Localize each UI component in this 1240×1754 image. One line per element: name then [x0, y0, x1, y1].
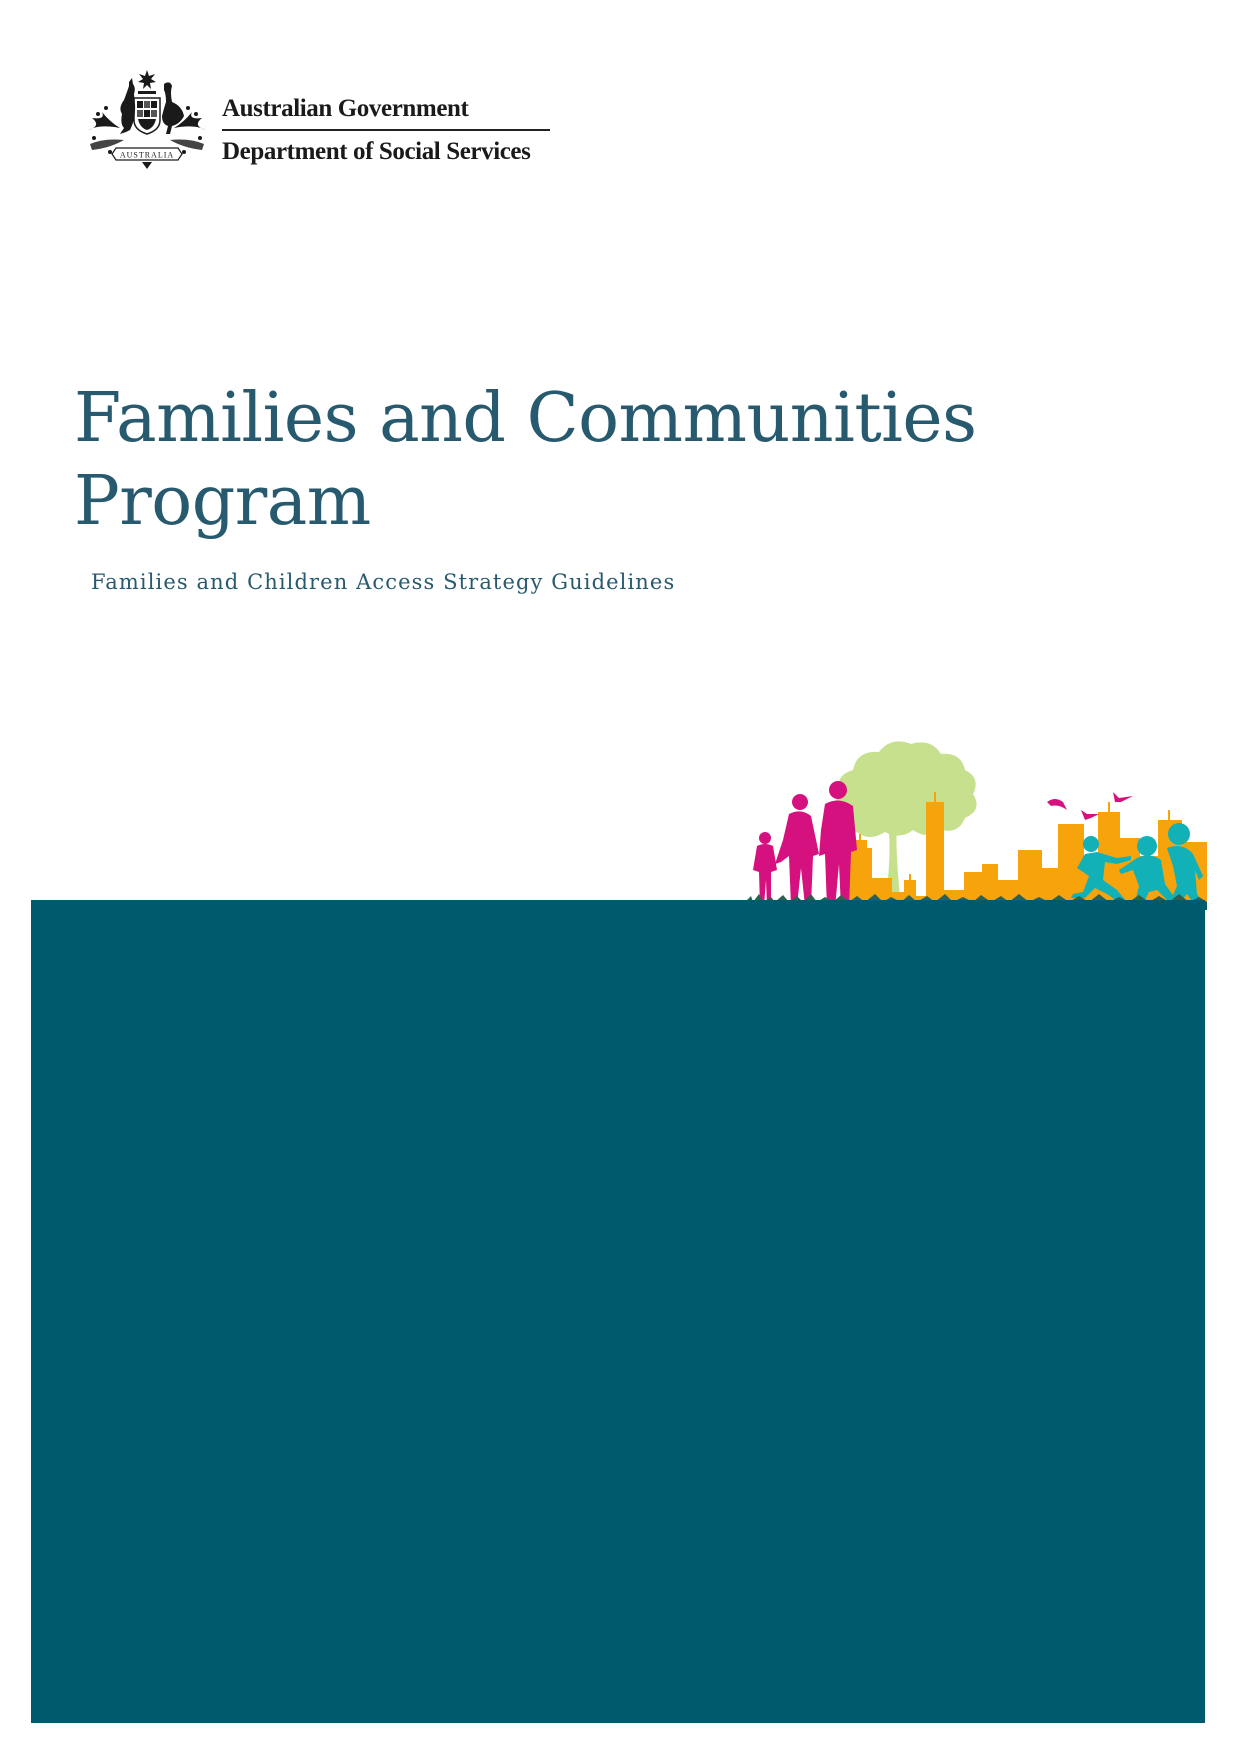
document-subtitle: Families and Children Access Strategy Guidelines — [91, 570, 676, 594]
logo-divider — [222, 129, 550, 131]
department-logo — [80, 68, 560, 173]
svg-text:AUSTRALIA: AUSTRALIA — [119, 150, 175, 160]
cover-color-block — [31, 900, 1205, 1723]
birds-icon — [1047, 792, 1133, 820]
department-name: Department of Social Services — [222, 137, 531, 165]
title-line-1: Families and Communities — [74, 379, 977, 458]
title-line-2: Program — [74, 462, 371, 541]
document-title — [74, 377, 1074, 543]
community-illustration — [745, 730, 1207, 910]
government-name: Australian Government — [222, 95, 469, 122]
coat-of-arms-icon — [80, 68, 214, 170]
